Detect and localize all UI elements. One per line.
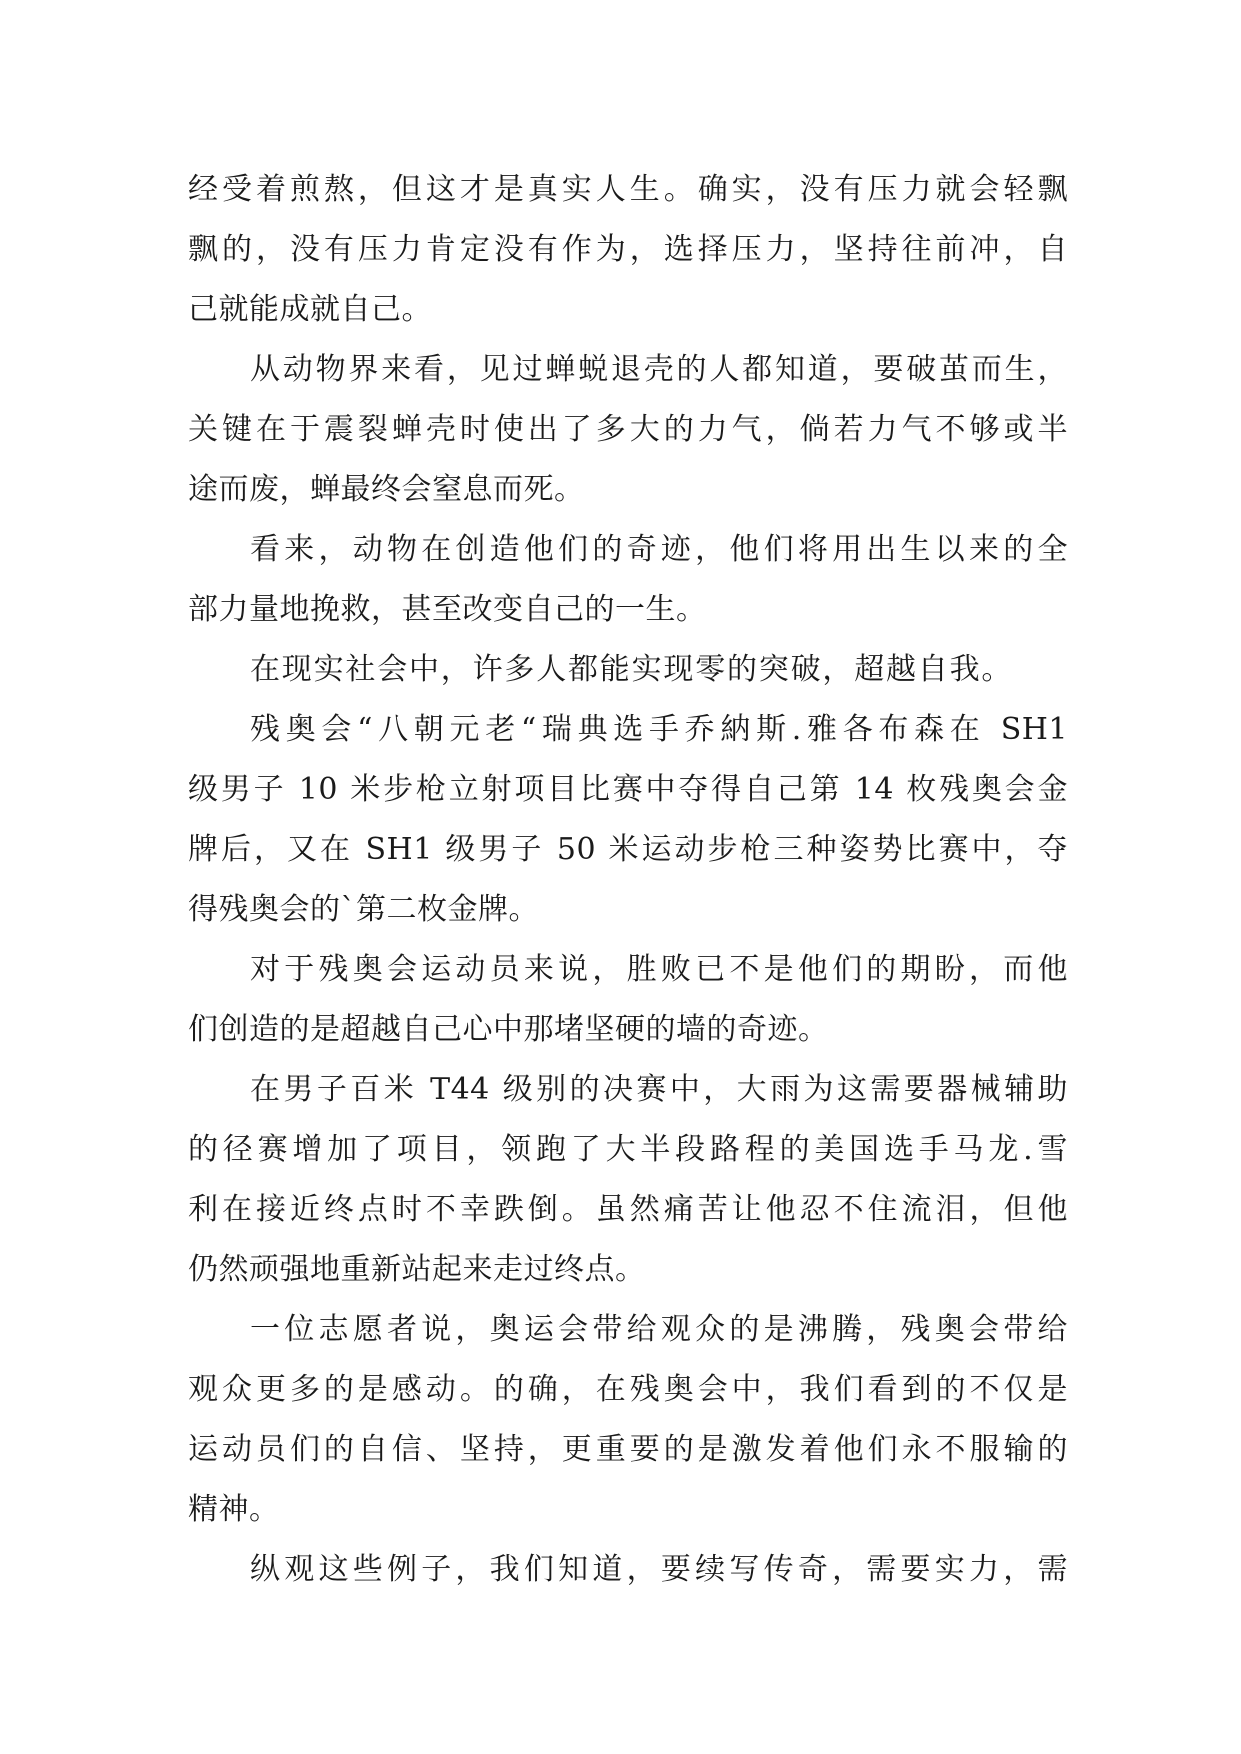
text-line: 得残奥会的`第二枚金牌。	[188, 892, 539, 927]
text-line: 们创造的是超越自己心中那堵坚硬的墙的奇迹。	[188, 1012, 829, 1047]
text-line: 仍然顽强地重新站起来走过终点。	[188, 1252, 646, 1287]
text-line: 的径赛增加了项目，领跑了大半段路程的美国选手马龙.雪	[188, 1132, 1068, 1167]
text-line: 己就能成就自己。	[188, 292, 432, 327]
text-line: 部力量地挽救，甚至改变自己的一生。	[188, 592, 707, 627]
text-line: 级男子 10 米步枪立射项目比赛中夺得自己第 14 枚残奥会金	[188, 772, 1068, 807]
text-line: 从动物界来看，见过蝉蜕退壳的人都知道，要破茧而生，	[250, 352, 1068, 387]
text-line: 飘的，没有压力肯定没有作为，选择压力，坚持往前冲，自	[188, 232, 1068, 267]
text-line: 残奥会“八朝元老“瑞典选手乔納斯.雅各布森在 SH1	[250, 712, 1068, 747]
text-line: 精神。	[188, 1492, 280, 1527]
text-line: 看来，动物在创造他们的奇迹，他们将用出生以来的全	[250, 532, 1068, 567]
text-line: 观众更多的是感动。的确，在残奥会中，我们看到的不仅是	[188, 1372, 1068, 1407]
text-line: 经受着煎熬，但这才是真实人生。确实，没有压力就会轻飘	[188, 172, 1068, 207]
text-line: 利在接近终点时不幸跌倒。虽然痛苦让他忍不住流泪，但他	[188, 1192, 1068, 1227]
text-line: 在男子百米 T44 级别的决赛中，大雨为这需要器械辅助	[250, 1072, 1068, 1107]
text-line: 对于残奥会运动员来说，胜败已不是他们的期盼，而他	[250, 952, 1068, 987]
text-line: 在现实社会中，许多人都能实现零的突破，超越自我。	[250, 652, 1014, 687]
text-line: 一位志愿者说，奥运会带给观众的是沸腾，残奥会带给	[250, 1312, 1068, 1347]
body-text	[188, 160, 1068, 1600]
text-line: 纵观这些例子，我们知道，要续写传奇，需要实力，需	[250, 1552, 1068, 1587]
text-line: 途而废，蝉最终会窒息而死。	[188, 472, 585, 507]
text-line: 牌后，又在 SH1 级男子 50 米运动步枪三种姿势比赛中，夺	[188, 832, 1068, 867]
text-line: 运动员们的自信、坚持，更重要的是激发着他们永不服输的	[188, 1432, 1068, 1467]
text-line: 关键在于震裂蝉壳时使出了多大的力气，倘若力气不够或半	[188, 412, 1068, 447]
